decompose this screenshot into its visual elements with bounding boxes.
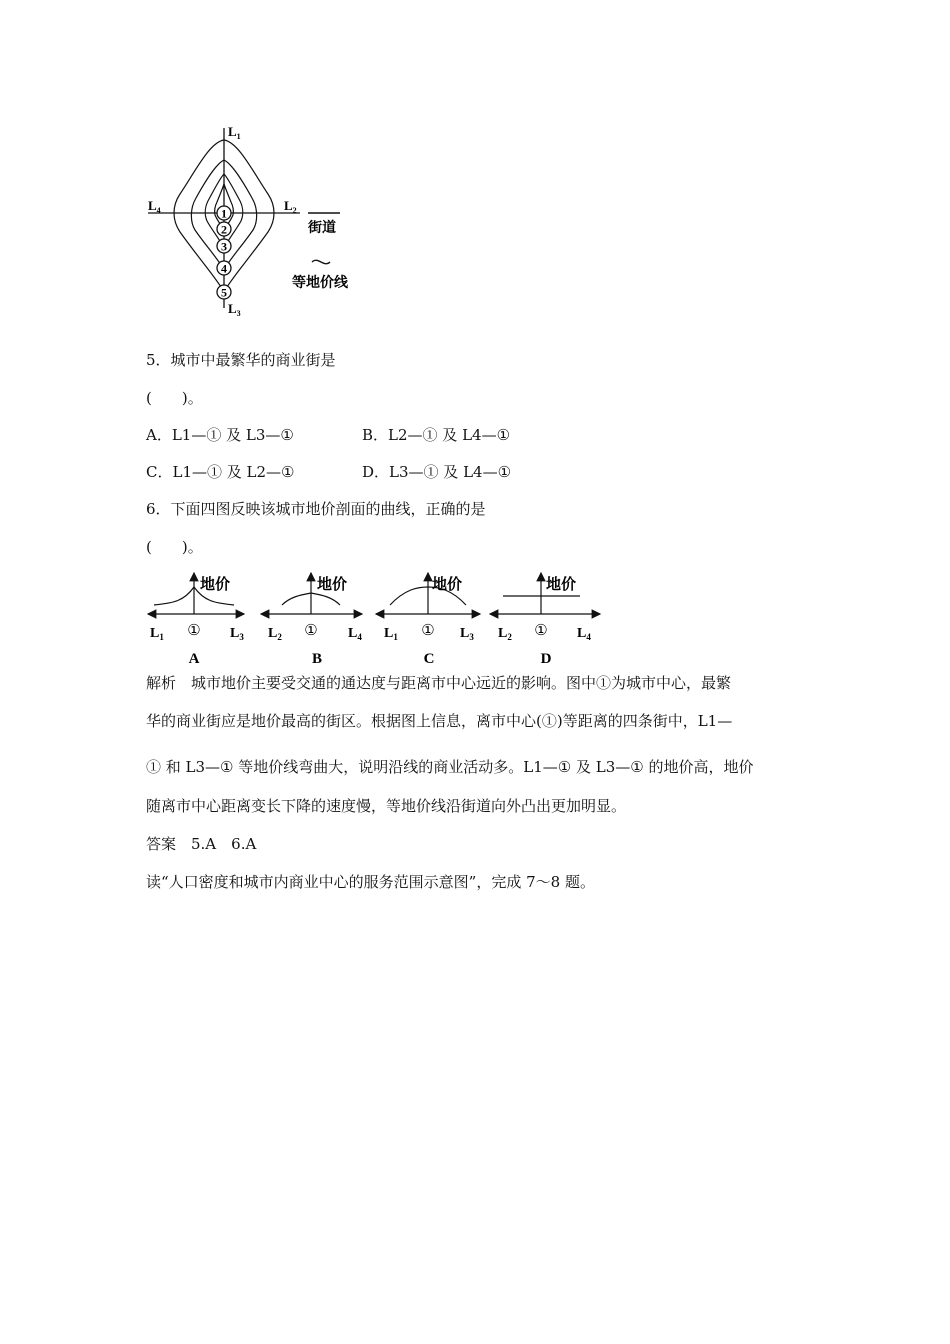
profile-a-center: ① [187, 623, 201, 639]
profile-panel-c [376, 573, 480, 667]
analysis-line-3: ① 和 L3—① 等地价线弯曲大，说明沿线的商业活动多。L1—① 及 L3—① 的地价高，地价 [146, 758, 754, 776]
q6-stem: 6．下面四图反映该城市地价剖面的曲线，正确的是 [146, 500, 486, 518]
profile-panel-d [490, 573, 600, 667]
q5-paren: ( )。 [146, 389, 203, 407]
profile-c-ylabel: 地价 [432, 577, 463, 593]
legend-isoline-symbol [312, 260, 330, 263]
profile-a-left: $L_1$ [150, 626, 164, 642]
profile-a-ylabel: 地价 [200, 577, 231, 593]
q5-option-b: B．L2—① 及 L4—① [362, 426, 511, 444]
q5-option-c: C．L1—① 及 L2—① [146, 463, 295, 481]
circle-1 [217, 206, 231, 221]
label-l1: $L_1$ [228, 124, 241, 141]
profile-b-center: ① [304, 623, 318, 639]
next-question-intro: 读“人口密度和城市内商业中心的服务范围示意图”，完成 7～8 题。 [146, 873, 595, 891]
analysis-line-2: 华的商业街应是地价最高的街区。根据图上信息，离市中心(①)等距离的四条街中，L1— [146, 712, 733, 730]
profile-c-center: ① [421, 623, 435, 639]
circle-3 [217, 239, 231, 254]
land-price-isoline-figure [140, 120, 380, 325]
profile-b-right: $L_4$ [348, 626, 362, 642]
profile-d-center: ① [534, 623, 548, 639]
svg-text:2: 2 [221, 222, 227, 237]
analysis-line-1: 解析 城市地价主要受交通的通达度与距离市中心远近的影响。图中①为城市中心，最繁 [146, 674, 732, 692]
answer-line: 答案 5.A 6.A [146, 835, 257, 853]
profile-panel-b [261, 573, 362, 667]
profile-d-left: $L_2$ [498, 626, 512, 642]
circle-2 [217, 222, 231, 237]
label-l4: $L_4$ [148, 198, 161, 215]
q6-profile-figures [140, 565, 610, 670]
profile-b-left: $L_2$ [268, 626, 282, 642]
profile-b-ylabel: 地价 [317, 577, 348, 593]
circle-5 [217, 285, 231, 300]
profile-d-ylabel: 地价 [546, 577, 577, 593]
profile-c-left: $L_1$ [384, 626, 398, 642]
svg-text:1: 1 [221, 206, 227, 221]
q5-option-a: A．L1—① 及 L3—① [146, 426, 294, 444]
svg-text:5: 5 [221, 285, 227, 300]
analysis-line-4: 随离市中心距离变长下降的速度慢，等地价线沿街道向外凸出更加明显。 [146, 797, 627, 815]
profile-c-right: $L_3$ [460, 626, 474, 642]
profile-c-letter: C [423, 651, 435, 667]
label-l3: $L_3$ [228, 301, 241, 318]
profile-b-letter: B [311, 651, 323, 667]
profile-d-right: $L_4$ [577, 626, 591, 642]
legend-street-label: 街道 [308, 221, 336, 236]
q6-paren: ( )。 [146, 538, 203, 556]
profile-panel-a [148, 573, 244, 667]
profile-d-letter: D [540, 651, 552, 667]
profile-a-letter: A [188, 651, 200, 667]
profile-a-right: $L_3$ [230, 626, 244, 642]
svg-text:3: 3 [221, 239, 227, 254]
circle-4 [217, 261, 231, 276]
legend-isoline-label: 等地价线 [292, 276, 348, 291]
q5-option-d: D．L3—① 及 L4—① [362, 463, 512, 481]
svg-text:4: 4 [221, 261, 227, 276]
q5-stem: 5．城市中最繁华的商业街是 [146, 351, 336, 369]
label-l2: $L_2$ [284, 198, 297, 215]
